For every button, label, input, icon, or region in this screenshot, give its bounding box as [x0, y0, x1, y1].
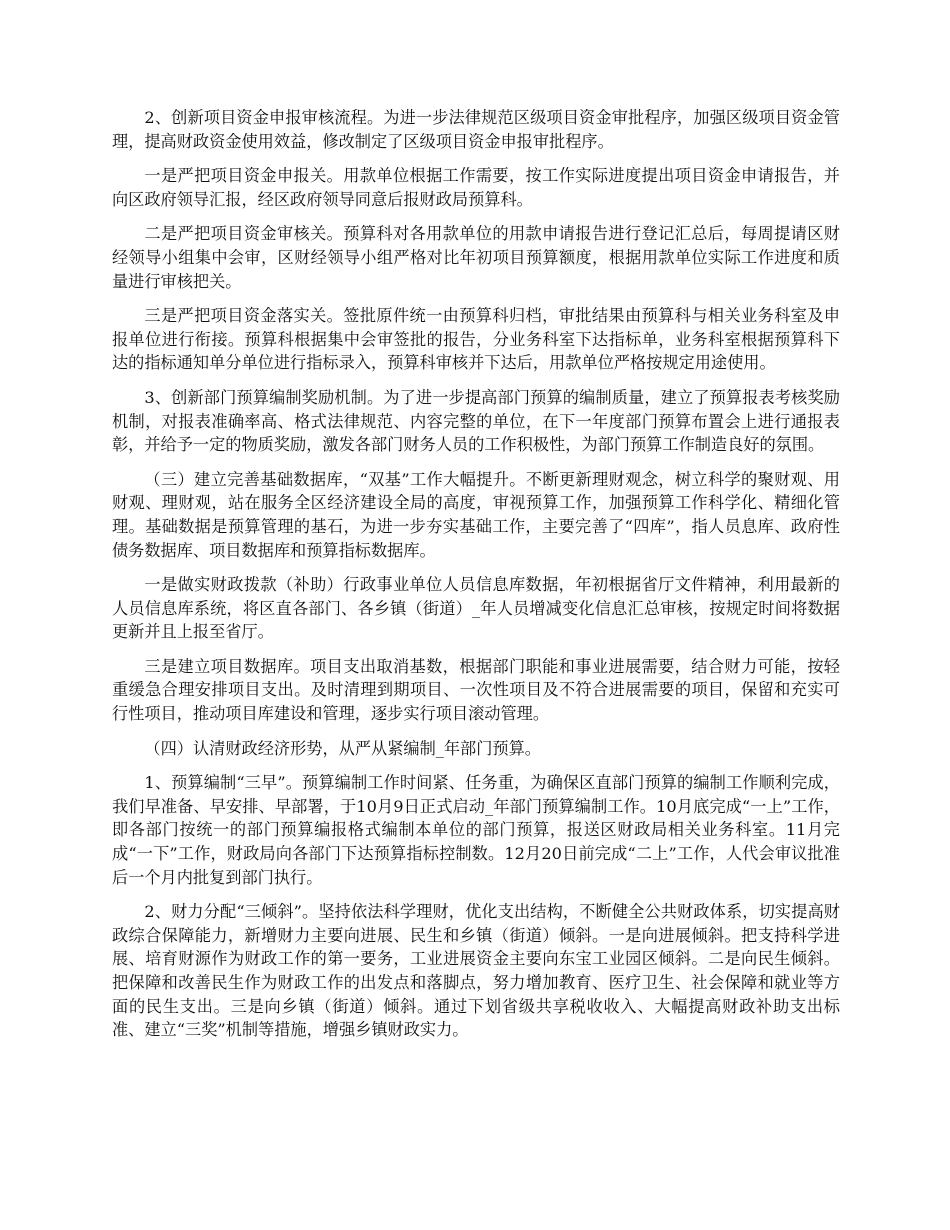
paragraph-fund-implementation-check: 三是严把项目资金落实关。签批原件统一由预算科归档，审批结果由预算科与相关业务科室及申报单位进行衔接。预算科根据集中会审签批的报告，分业务科室下达指标单，业务科室根据预算科下达的指标通知单分单位进行指标录入，预算科审核并下达后，用款单位严格按规定用途使用。 — [112, 306, 840, 373]
paragraph-economic-situation-heading: （四）认清财政经济形势，从严从紧编制_年部门预算。 — [144, 738, 541, 758]
document-body — [112, 106, 840, 1053]
paragraph-budget-three-early: 1、预算编制“三早”。预算编制工作时间紧、任务重，为确保区直部门预算的编制工作顺利完成，我们早准备、早安排、早部署，于10月9日正式启动_年部门预算编制工作。10月底完成“一上”工作，即各部门按统一的部门预算编报格式编制本单位的部门预算，报送区财政局相关业务科室。11月完成“一下”工作，财政局向各部门下达预算指标控制数。12月20日前完成“二上”工作，人代会审议批准后一个月内批复到部门执行。 — [112, 773, 840, 887]
paragraph-basic-database-section: （三）建立完善基础数据库，“双基”工作大幅提升。不断更新理财观念，树立科学的聚财观、用财观、理财观，站在服务全区经济建设全局的高度，审视预算工作，加强预算工作科学化、精细化管理。基础数据是预算管理的基石，为进一步夯实基础工作，主要完善了“四库”，指人员息库、政府性债务数据库、项目数据库和预算指标数据库。 — [112, 469, 840, 560]
paragraph-fund-audit-check: 二是严把项目资金审核关。预算科对各用款单位的用款申请报告进行登记汇总后，每周提请区财经领导小组集中会审，区财经领导小组严格对比年初项目预算额度，根据用款单位实际工作进度和质量进行审核把关。 — [112, 224, 840, 291]
paragraph-three-tilts: 2、财力分配“三倾斜”。坚持依法科学理财，优化支出结构，不断健全公共财政体系，切实提高财政综合保障能力，新增财力主要向进展、民生和乡镇（街道）倾斜。一是向进展倾斜。把支持科学进展、培育财源作为财政工作的第一要务，工业进展资金主要向东宝工业园区倾斜。二是向民生倾斜。把保障和改善民生作为财政工作的出发点和落脚点，努力增加教育、医疗卫生、社会保障和就业等方面的民生支出。三是向乡镇（街道）倾斜。通过下划省级共享税收收入、大幅提高财政补助支出标准、建立“三奖”机制等措施，增强乡镇财政实力。 — [112, 902, 840, 1040]
paragraph-personnel-database: 一是做实财政拨款（补助）行政事业单位人员信息库数据，年初根据省厅文件精神，利用最新的人员信息库系统，将区直各部门、各乡镇（街道）_年人员增减变化信息汇总审核，按规定时间将数据更新并且上报至省厅。 — [112, 575, 840, 642]
paragraph-fund-application-check: 一是严把项目资金申报关。用款单位根据工作需要，按工作实际进度提出项目资金申请报告，并向区政府领导汇报，经区政府领导同意后报财政局预算科。 — [112, 166, 840, 209]
paragraph-project-fund-review-process: 2、创新项目资金申报审核流程。为进一步法律规范区级项目资金审批程序，加强区级项目资金管理，提高财政资金使用效益，修改制定了区级项目资金申报审批程序。 — [112, 108, 840, 151]
paragraph-budget-reward-mechanism: 3、创新部门预算编制奖励机制。为了进一步提高部门预算的编制质量，建立了预算报表考核奖励机制，对报表准确率高、格式法律规范、内容完整的单位，在下一年度部门预算布置会上进行通报表彰，并给予一定的物质奖励，激发各部门财务人员的工作积极性，为部门预算工作制造良好的氛围。 — [112, 387, 840, 455]
paragraph-project-database: 三是建立项目数据库。项目支出取消基数，根据部门职能和事业进展需要，结合财力可能，按轻重缓急合理安排项目支出。及时清理到期项目、一次性项目及不符合进展需要的项目，保留和充实可行性项目，推动项目库建设和管理，逐步实行项目滚动管理。 — [112, 656, 840, 724]
